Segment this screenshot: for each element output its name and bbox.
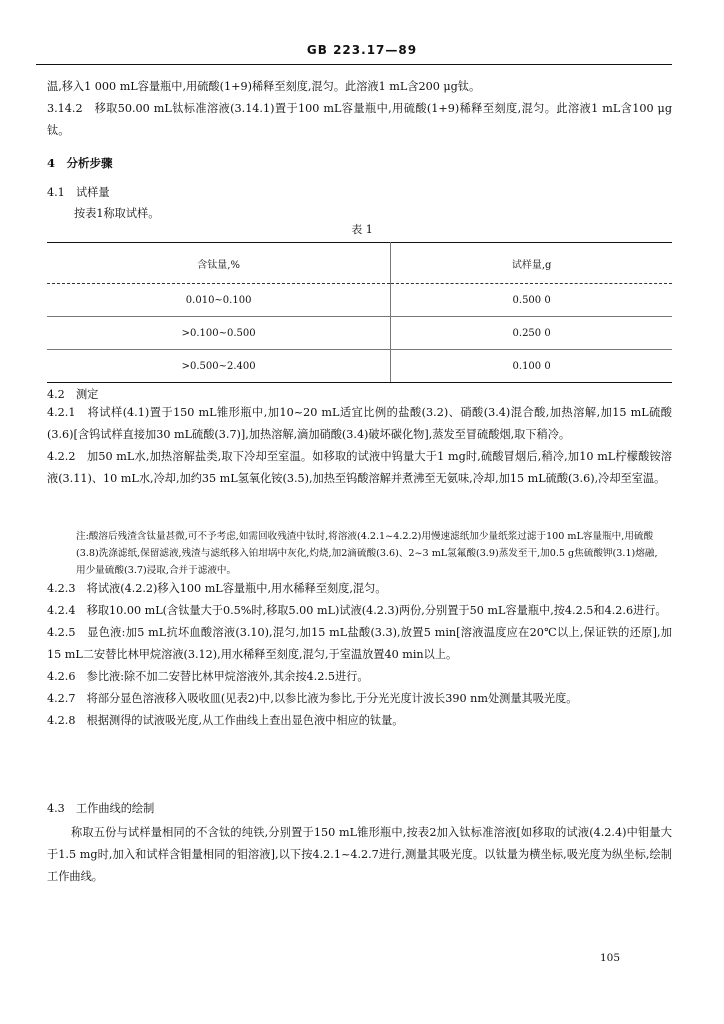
paragraph-3-14-2: 3.14.2 移取50.00 mL钛标准溶液(3.14.1)置于100 mL容量瓶中,用硫酸(1+9)稀释至刻度,混匀。此溶液1 mL含100 μg钛。 — [47, 102, 672, 137]
note-text: 注:酸溶后残渣含钛量甚微,可不予考虑,如需回收残渣中钛时,将溶液(4.2.1~4.2.2)用慢速滤纸加少量纸浆过滤于100 mL容量瓶中,用硫酸(3.8)洗涤滤纸,保留滤液,残渣与滤纸移入铂坩埚中灰化,灼烧,加2滴硫酸(3.6)、2~3 mL氢氟酸(3.9)蒸发至干,加0.5 g焦硫酸钾(3.1)熔融,用少量硫酸(3.7)浸取,合并于滤液中。 — [76, 531, 658, 576]
table-cell-range: 0.010~0.100 — [47, 284, 391, 317]
section-4-3-block — [47, 822, 672, 888]
table-1-caption: 表 1 — [351, 223, 373, 236]
header-rule — [36, 64, 672, 65]
section-4-2-paragraphs-b — [47, 578, 672, 732]
paragraph-4-2-5: 4.2.5 显色液:加5 mL抗坏血酸溶液(3.10),混匀,加15 mL盐酸(3.3),放置5 min[溶液温度应在20℃以上,保证铁的还原],加15 mL二安替比林甲烷溶液(3.12),用水稀释至刻度,混匀,于室温放置40 min以上。 — [47, 626, 672, 661]
table-row — [47, 284, 672, 317]
table-header-sample-mass: 试样量,g — [391, 243, 672, 284]
section-4-heading: 4 分析步骤 — [47, 156, 113, 170]
table-cell-range: >0.100~0.500 — [47, 317, 391, 350]
paragraph-4-2-7: 4.2.7 将部分显色溶液移入吸收皿(见表2)中,以参比液为参比,于分光光度计波长390 nm处测量其吸光度。 — [47, 692, 578, 705]
paragraph-4-2-3: 4.2.3 将试液(4.2.2)移入100 mL容量瓶中,用水稀释至刻度,混匀。 — [47, 582, 387, 595]
section-4-2-heading: 4.2 测定 — [47, 388, 99, 401]
section-4-1-text: 按表1称取试样。 — [74, 207, 160, 220]
section-4-1-heading: 4.1 试样量 — [47, 186, 110, 199]
paragraph-4-2-4: 4.2.4 移取10.00 mL(含钛量大于0.5%时,移取5.00 mL)试液(4.2.3)两份,分别置于50 mL容量瓶中,按4.2.5和4.2.6进行。 — [47, 604, 667, 617]
page-number: 105 — [599, 952, 620, 964]
section-4-3-text: 称取五份与试样量相同的不含钛的纯铁,分别置于150 mL锥形瓶中,按表2加入钛标准溶液[如移取的试液(4.2.4)中钼量大于1.5 mg时,加入和试样含钼量相同的钼溶液],以下按4.2.1~4.2.7进行,测量其吸光度。以钛量为横坐标,吸光度为纵坐标,绘制工作曲线。 — [47, 826, 672, 883]
continuation-line: 温,移入1 000 mL容量瓶中,用硫酸(1+9)稀释至刻度,混匀。此溶液1 mL含200 μg钛。 — [47, 80, 481, 93]
table-cell-range: >0.500~2.400 — [47, 350, 391, 383]
table-cell-mass: 0.250 0 — [391, 317, 672, 350]
standard-code-header: GB 223.17—89 — [306, 43, 418, 57]
intro-text-block — [47, 76, 672, 142]
paragraph-4-2-8: 4.2.8 根据测得的试液吸光度,从工作曲线上查出显色液中相应的钛量。 — [47, 714, 404, 727]
note-block — [76, 528, 666, 579]
table-cell-mass: 0.500 0 — [512, 294, 551, 306]
section-4-3-heading: 4.3 工作曲线的绘制 — [47, 802, 155, 815]
section-4-2-paragraphs-a — [47, 402, 672, 490]
table-row — [47, 350, 672, 383]
paragraph-4-2-2: 4.2.2 加50 mL水,加热溶解盐类,取下冷却至室温。如移取的试液中钨量大于1 mg时,硫酸冒烟后,稍冷,加10 mL柠檬酸铵溶液(3.11)、10 mL水,冷却,加约35 mL氢氧化铵(3.5),加热至钨酸溶解并煮沸至无氨味,冷却,加15 mL硫酸(3.6),冷却至室温。 — [47, 450, 672, 485]
table-cell-mass: 0.100 0 — [391, 350, 672, 383]
paragraph-4-2-1: 4.2.1 将试样(4.1)置于150 mL锥形瓶中,加10~20 mL适宜比例的盐酸(3.2)、硝酸(3.4)混合酸,加热溶解,加15 mL硫酸(3.6)[含钨试样直接加30 mL硫酸(3.7)],加热溶解,滴加硝酸(3.4)破坏碳化物],蒸发至冒硫酸烟,取下稍冷。 — [47, 406, 672, 441]
table-row — [47, 317, 672, 350]
table-header-titanium-content: 含钛量,% — [47, 243, 391, 284]
sample-mass-table — [47, 242, 672, 383]
paragraph-4-2-6: 4.2.6 参比液:除不加二安替比林甲烷溶液外,其余按4.2.5进行。 — [47, 670, 369, 683]
